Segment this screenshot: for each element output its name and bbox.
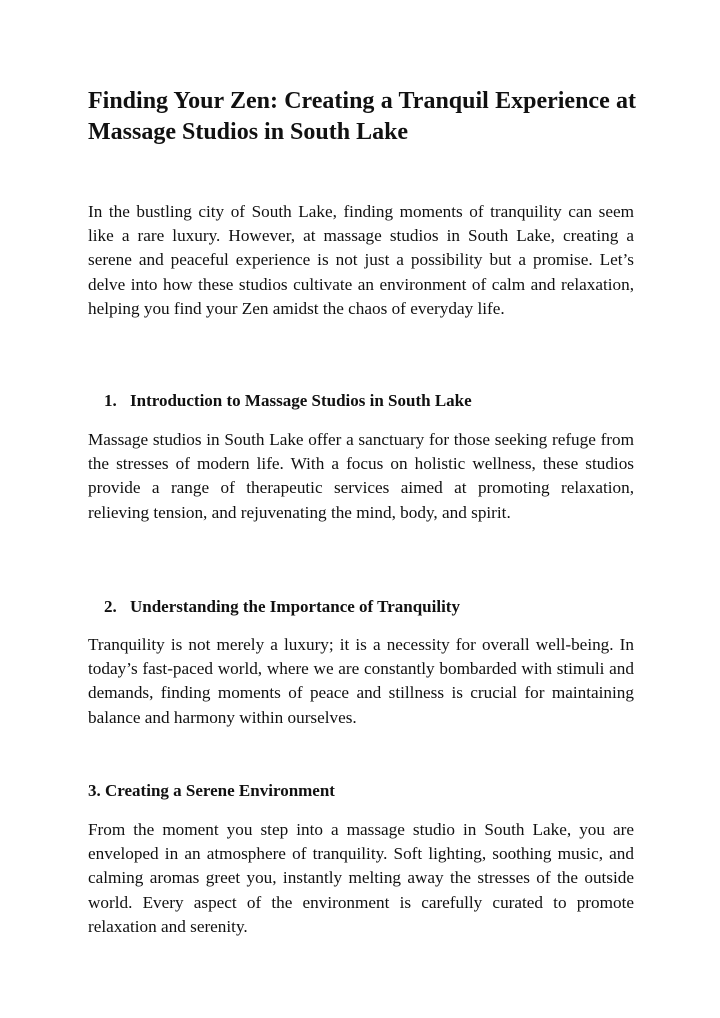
article-title: Finding Your Zen: Creating a Tranquil Experience at Massage Studios in South Lake [88,88,636,145]
section-3-body: From the moment you step into a massage studio in South Lake, you are enveloped in an atmosphere of tranquility. Soft lighting, soothing music, and calming aromas greet you, instantly melting away the stresses of the outside world. Every aspect of the environment is carefully curated to promote relaxation and serenity. [88,820,634,936]
section-1-title: Introduction to Massage Studios in South Lake [130,391,472,410]
section-2-body: Tranquility is not merely a luxury; it is a necessity for overall well-being. In today’s fast-paced world, where we are constantly bombarded with stimuli and demands, finding moments of peace and stillness is crucial for maintaining balance and harmony within ourselves. [88,635,634,727]
section-2-title: Understanding the Importance of Tranquility [130,597,460,616]
intro-paragraph: In the bustling city of South Lake, finding moments of tranquility can seem like a rare luxury. However, at massage studios in South Lake, creating a serene and peaceful experience is not just a possibility but a promise. Let’s delve into how these studios cultivate an environment of calm and relaxation, helping you find your Zen amidst the chaos of everyday life. [88,202,634,318]
section-3-heading [88,780,335,802]
section-2-number: 2. [104,597,117,616]
section-1-body: Massage studios in South Lake offer a sanctuary for those seeking refuge from the stresses of modern life. With a focus on holistic wellness, these studios provide a range of therapeutic services aimed at promoting relaxation, relieving tension, and rejuvenating the mind, body, and spirit. [88,430,634,522]
section-3-number: 3. [88,781,101,800]
section-1-heading [104,390,472,412]
section-1-number: 1. [104,391,117,410]
section-2-heading [104,596,460,618]
section-3-title: Creating a Serene Environment [105,781,335,800]
